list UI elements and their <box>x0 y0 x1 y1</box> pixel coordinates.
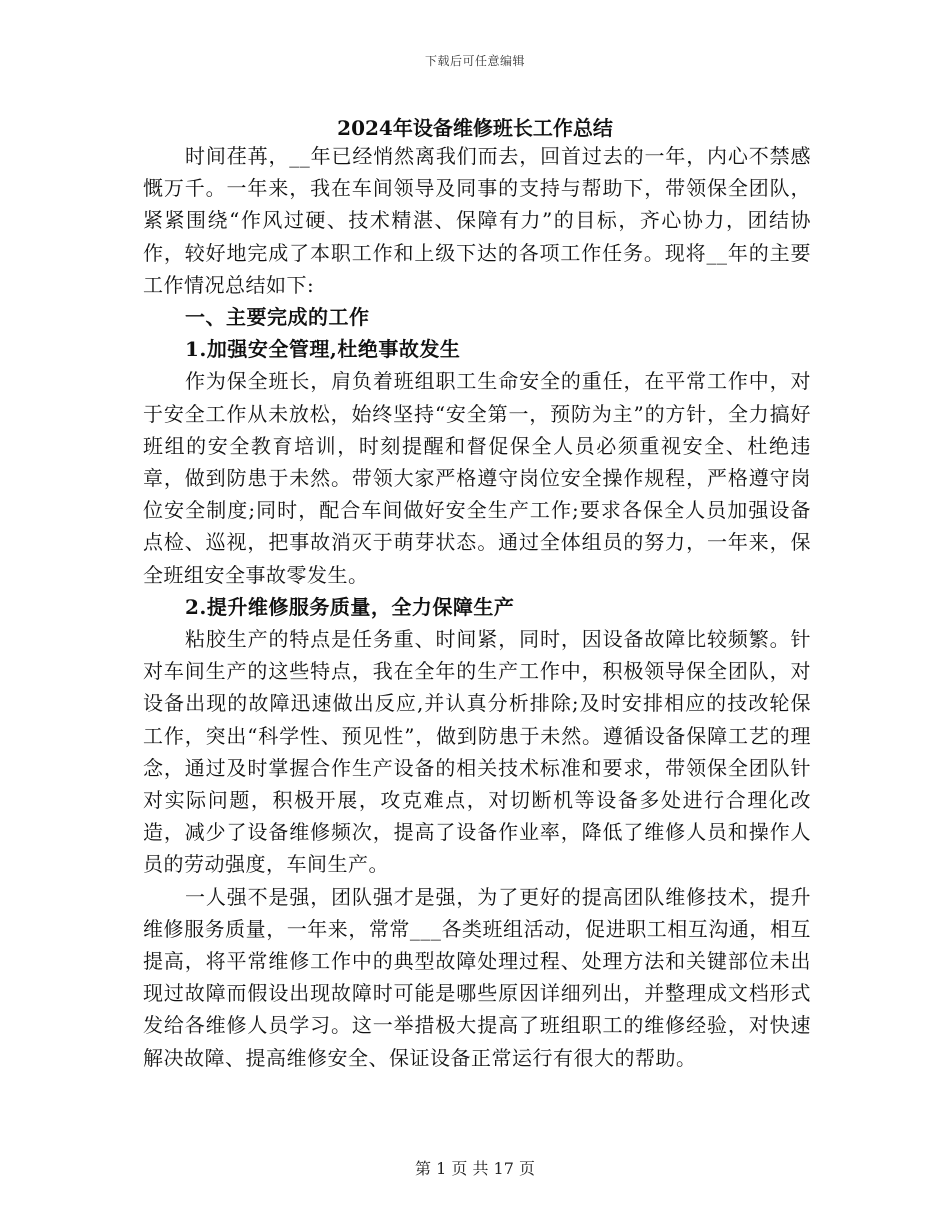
subsection-heading-safety: 1.加强安全管理,杜绝事故发生 <box>185 337 461 362</box>
subsection-heading-service-quality: 2.提升维修服务质量，全力保障生产 <box>185 594 515 619</box>
document-body <box>143 140 811 1074</box>
header-note: 下载后可任意编辑 <box>424 54 525 68</box>
safety-paragraph: 作为保全班长，肩负着班组职工生命安全的重任，在平常工作中，对于安全工作从未放松，始终坚持“安全第一，预防为主”的方针，全力搞好班组的安全教育培训，时刻提醒和督促保全人员必须重视安全、杜绝违章，做到防患于未然。带领大家严格遵守岗位安全操作规程，严格遵守岗位安全制度;同时，配合车间做好安全生产工作;要求各保全人员加强设备点检、巡视，把事故消灭于萌芽状态。通过全体组员的努力，一年来，保全班组安全事故零发生。 <box>143 369 811 587</box>
page-number: 第 1 页 共 17 页 <box>415 1159 535 1178</box>
teamwork-paragraph: 一人强不是强，团队强才是强，为了更好的提高团队维修技术，提升维修服务质量，一年来，常常___各类班组活动，促进职工相互沟通，相互提高，将平常维修工作中的典型故障处理过程、处理方法和关键部位未出现过故障而假设出现故障时可能是哪些原因详细列出，并整理成文档形式发给各维修人员学习。这一举措极大提高了班组职工的维修经验，对快速解决故障、提高维修安全、保证设备正常运行有很大的帮助。 <box>143 884 811 1070</box>
document-title: 2024年设备维修班长工作总结 <box>337 116 613 140</box>
section-heading-main-work: 一、主要完成的工作 <box>185 305 370 330</box>
intro-paragraph: 时间荏苒，__年已经悄然离我们而去，回首过去的一年，内心不禁感慨万千。一年来，我在车间领导及同事的支持与帮助下，带领保全团队，紧紧围绕“作风过硬、技术精湛、保障有力”的目标，齐心协力，团结协作，较好地完成了本职工作和上级下达的各项工作任务。现将__年的主要工作情况总结如下: <box>143 144 811 297</box>
service-quality-paragraph: 粘胶生产的特点是任务重、时间紧，同时，因设备故障比较频繁。针对车间生产的这些特点，我在全年的生产工作中，积极领导保全团队，对设备出现的故障迅速做出反应,并认真分析排除;及时安排相应的技改轮保工作，突出“科学性、预见性”，做到防患于未然。遵循设备保障工艺的理念，通过及时掌握合作生产设备的相关技术标准和要求，带领保全团队针对实际问题，积极开展，攻克难点，对切断机等设备多处进行合理化改造，减少了设备维修频次，提高了设备作业率，降低了维修人员和操作人员的劳动强度，车间生产。 <box>143 627 811 877</box>
